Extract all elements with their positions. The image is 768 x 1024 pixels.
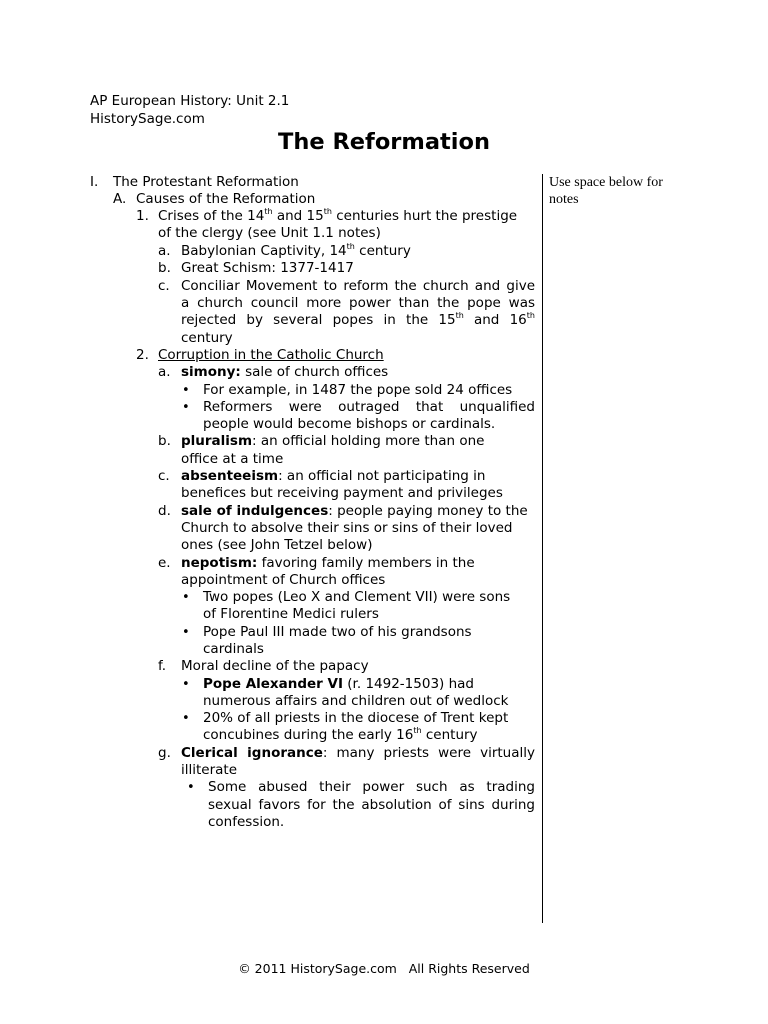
outline-item-1c-line: rejected by several popes in the 15th and 16th: [181, 311, 535, 328]
outline-item-line: Church to absolve their sins or sins of their loved: [181, 520, 513, 536]
outline-item-nepotism: nepotism: favoring family members in the: [181, 555, 475, 571]
outline-marker: g.: [158, 745, 171, 761]
bullet-item-line: people would become bishops or cardinals.: [203, 416, 496, 432]
bullet-item: Some abused their power such as trading: [208, 779, 535, 795]
outline-item-line: appointment of Church offices: [181, 572, 386, 588]
bullet-icon: •: [182, 625, 190, 640]
outline-heading-A: Causes of the Reformation: [136, 191, 316, 207]
outline-marker: b.: [158, 433, 171, 449]
outline-item-1b: Great Schism: 1377-1417: [181, 260, 354, 276]
bullet-item: 20% of all priests in the diocese of Trent kept: [203, 710, 509, 726]
bullet-item-line: cardinals: [203, 641, 264, 657]
outline-marker: a.: [158, 243, 171, 259]
outline-marker: 2.: [136, 347, 149, 363]
bullet-item-line: concubines during the early 16th century: [203, 726, 478, 743]
outline-item-1: Crises of the 14th and 15th centuries hurt the prestige: [158, 207, 518, 224]
outline-item-line: illiterate: [181, 762, 238, 778]
outline-marker: f.: [158, 658, 167, 674]
copyright-text: © 2011 HistorySage.com: [238, 961, 397, 976]
bullet-item: Pope Paul III made two of his grandsons: [203, 624, 472, 640]
page-title: The Reformation: [278, 129, 490, 155]
outline-marker: c.: [158, 278, 170, 294]
outline-marker: I.: [90, 174, 99, 190]
bullet-icon: •: [182, 590, 190, 605]
bullet-item-line: confession.: [208, 814, 285, 830]
outline-item-1c-line: century: [181, 330, 233, 346]
outline-marker: c.: [158, 468, 170, 484]
bullet-icon: •: [187, 780, 195, 795]
outline-item-1-line: of the clergy (see Unit 1.1 notes): [158, 225, 381, 241]
bullet-item-line: sexual favors for the absolution of sins during: [208, 797, 535, 813]
footer: [0, 960, 768, 977]
bullet-icon: •: [182, 400, 190, 415]
bullet-item-line: of Florentine Medici rulers: [203, 606, 379, 622]
outline-heading-I: The Protestant Reformation: [113, 174, 299, 190]
site-label: HistorySage.com: [90, 111, 205, 127]
outline-item-2: Corruption in the Catholic Church: [158, 347, 384, 363]
course-label: AP European History: Unit 2.1: [90, 93, 290, 109]
column-divider: [542, 174, 543, 923]
notes-hint: Use space below for: [549, 175, 663, 190]
outline-marker: d.: [158, 503, 171, 519]
outline-item-pluralism: pluralism: an official holding more than one: [181, 433, 485, 449]
outline-marker: b.: [158, 260, 171, 276]
outline-marker: 1.: [136, 208, 149, 224]
outline-item-line: ones (see John Tetzel below): [181, 537, 373, 553]
bullet-item: For example, in 1487 the pope sold 24 offices: [203, 382, 513, 398]
outline-item-1a: Babylonian Captivity, 14th century: [181, 242, 411, 259]
outline-marker: A.: [113, 191, 127, 207]
outline-item-moral-decline: Moral decline of the papacy: [181, 658, 369, 674]
outline-item-1c-line: a church council more power than the pope was: [181, 295, 535, 311]
outline-item-indulgences: sale of indulgences: people paying money to the: [181, 503, 528, 519]
outline-marker: e.: [158, 555, 171, 571]
rights-text: All Rights Reserved: [408, 961, 530, 976]
outline-item-absenteeism: absenteeism: an official not participating in: [181, 468, 486, 484]
outline-item-line: office at a time: [181, 451, 284, 467]
bullet-icon: •: [182, 677, 190, 692]
outline-item-simony: simony: sale of church offices: [181, 364, 389, 380]
notes-hint-line: notes: [549, 192, 579, 207]
bullet-item-line: numerous affairs and children out of wedlock: [203, 693, 509, 709]
outline-marker: a.: [158, 364, 171, 380]
bullet-item: Reformers were outraged that unqualified: [203, 399, 535, 415]
bullet-item: Pope Alexander VI (r. 1492-1503) had: [203, 676, 474, 692]
bullet-icon: •: [182, 383, 190, 398]
outline-item-1c: Conciliar Movement to reform the church and give: [181, 278, 535, 294]
outline-item-line: benefices but receiving payment and privileges: [181, 485, 503, 501]
bullet-item: Two popes (Leo X and Clement VII) were sons: [203, 589, 511, 605]
bullet-icon: •: [182, 711, 190, 726]
outline-item-clerical-ignorance: Clerical ignorance: many priests were virtually: [181, 745, 535, 761]
